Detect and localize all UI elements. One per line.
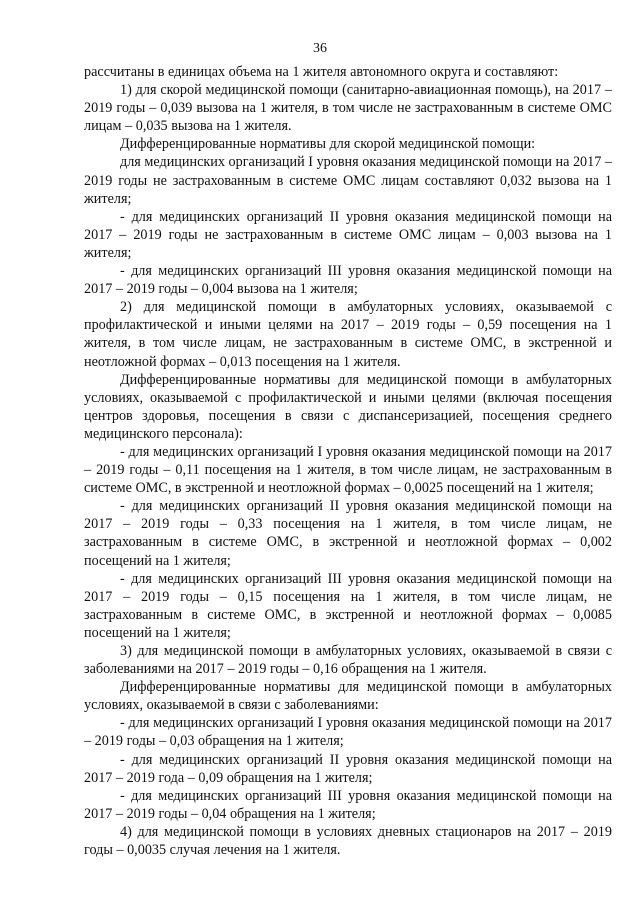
paragraph: 4) для медицинской помощи в условиях дневных стационаров на 2017 – 2019 годы – 0,0035 случая лечения на 1 жителя. bbox=[84, 823, 612, 859]
paragraph: - для медицинских организаций II уровня оказания медицинской помощи на 2017 – 2019 годы не застрахованным в системе ОМС лицам – 0,003 вызова на 1 жителя; bbox=[84, 208, 612, 261]
paragraph: - для медицинских организаций I уровня оказания медицинской помощи на 2017 – 2019 годы – 0,11 посещения на 1 жителя, в том числе лицам, не застрахованным в системе ОМС, в экстренной и неотложной формах – 0,0025 посещений на 1 жителя; bbox=[84, 443, 612, 497]
paragraph: 3) для медицинской помощи в амбулаторных условиях, оказываемой в связи с заболеваниями на 2017 – 2019 годы – 0,16 обращения на 1 жителя. bbox=[84, 643, 612, 678]
page-number: 36 bbox=[313, 41, 327, 56]
paragraph: рассчитаны в единицах объема на 1 жителя автономного округа и составляют: bbox=[84, 64, 559, 80]
paragraph: - для медицинских организаций III уровня оказания медицинской помощи на 2017 – 2019 годы – 0,04 обращения на 1 жителя; bbox=[84, 787, 612, 822]
paragraph: для медицинских организаций I уровня оказания медицинской помощи на 2017 – 2019 годы не застрахованным в системе ОМС лицам составляют 0,032 вызова на 1 жителя; bbox=[84, 154, 612, 207]
paragraph: - для медицинских организаций III уровня оказания медицинской помощи на 2017 – 2019 годы – 0,15 посещения на 1 жителя, в том числе лицам, не застрахованным в системе ОМС, в экстренной и неотложной формах – 0,0085 посещений на 1 жителя; bbox=[84, 570, 612, 641]
paragraph: Дифференцированные нормативы для медицинской помощи в амбулаторных условиях, оказываемой с профилактической и иными целями (включая посещения центров здоровья, посещения в связи с диспансеризацией, посещения среднего медицинского персонала): bbox=[84, 371, 612, 442]
paragraph: - для медицинских организаций I уровня оказания медицинской помощи на 2017 – 2019 годы – 0,03 обращения на 1 жителя; bbox=[84, 715, 612, 750]
paragraph: - для медицинских организаций II уровня оказания медицинской помощи на 2017 – 2019 годы – 0,33 посещения на 1 жителя, в том числе лицам, не застрахованным в системе ОМС, в экстренной и неотложной формах – 0,002 посещений на 1 жителя; bbox=[84, 498, 612, 569]
document-body bbox=[84, 63, 612, 859]
paragraph: - для медицинских организаций II уровня оказания медицинской помощи на 2017 – 2019 года – 0,09 обращения на 1 жителя; bbox=[84, 751, 612, 786]
paragraph: 1) для скорой медицинской помощи (санитарно-авиационная помощь), на 2017 – 2019 годы – 0,039 вызова на 1 жителя, в том числе не застрахованным в системе ОМС лицам – 0,035 вызова на 1 жителя. bbox=[84, 82, 612, 135]
paragraph: Дифференцированные нормативы для медицинской помощи в амбулаторных условиях, оказываемой в связи с заболеваниями: bbox=[84, 679, 612, 714]
paragraph: - для медицинских организаций III уровня оказания медицинской помощи на 2017 – 2019 годы – 0,004 вызова на 1 жителя; bbox=[84, 263, 612, 298]
paragraph: Дифференцированные нормативы для скорой медицинской помощи: bbox=[120, 136, 536, 153]
paragraph: 2) для медицинской помощи в амбулаторных условиях, оказываемой с профилактической и иными целями на 2017 – 2019 годы – 0,59 посещения на 1 жителя, в том числе лицам, не застрахованным в системе ОМС, в экстренной и неотложной формах – 0,013 посещения на 1 жителя. bbox=[84, 299, 612, 370]
